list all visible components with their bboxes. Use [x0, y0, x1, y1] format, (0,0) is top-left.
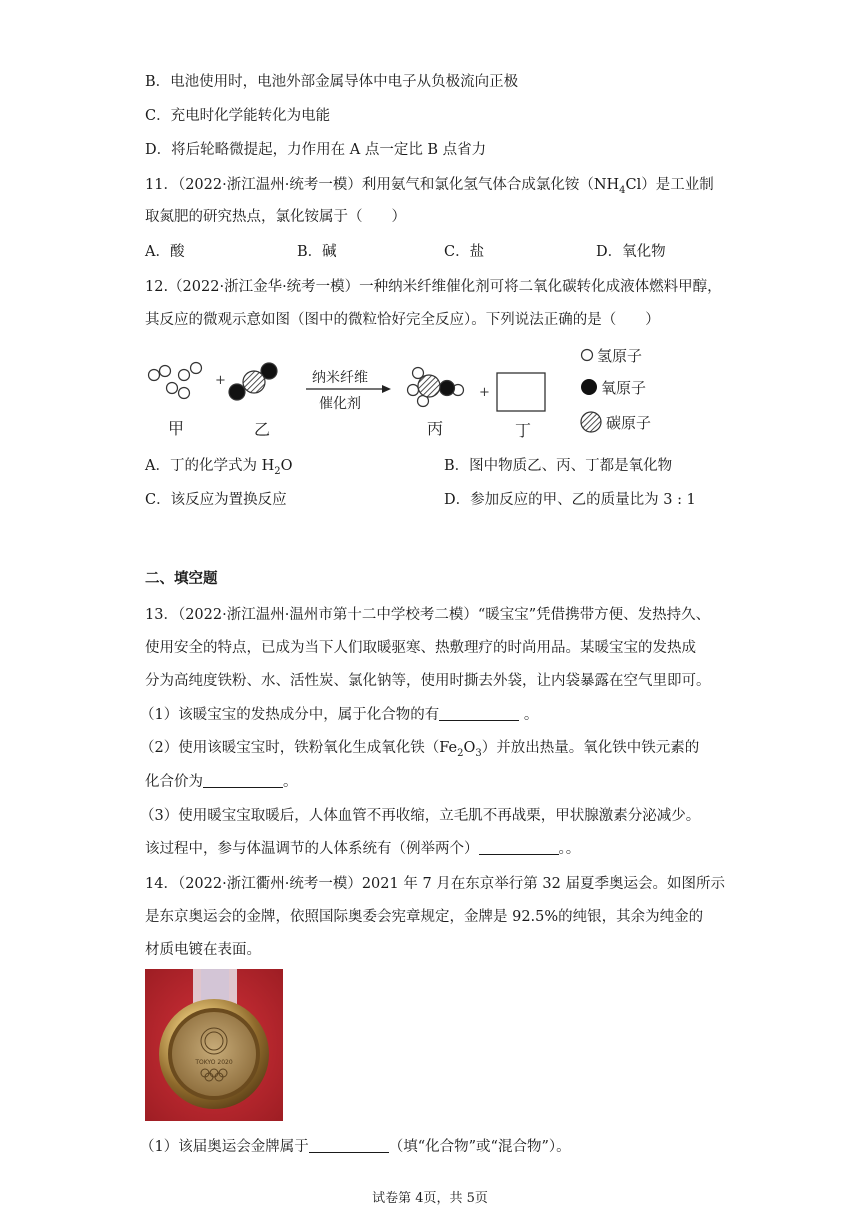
legend — [581, 347, 651, 432]
arrow-label-bottom: 催化剂 — [319, 396, 361, 412]
label-jia: 甲 — [167, 419, 185, 438]
label-ding: 丁 — [514, 421, 532, 440]
q12-stem-line2: 其反应的微观示意如图（图中的微粒恰好完全反应）。下列说法正确的是（ ） — [145, 312, 660, 328]
plus-sign-2: + — [479, 385, 490, 400]
q14-part1: （1）该届奥运会金牌属于 （填“化合物”或“混合物”）。 — [140, 1139, 571, 1155]
answer-blank[interactable] — [439, 706, 519, 721]
q12-option-a: A．丁的化学式为 $H_2O$ — [145, 458, 293, 477]
q11-option-c: C．盐 — [444, 244, 485, 260]
q13-part2-line2: 化合价为 。 — [145, 774, 298, 790]
gold-medal-photo — [145, 969, 283, 1121]
product-bing-molecule — [408, 368, 464, 407]
legend-hydrogen-icon — [582, 350, 593, 361]
q12-option-c: C．该反应为置换反应 — [145, 492, 287, 508]
q11-option-d: D．氧化物 — [596, 244, 666, 260]
legend-oxygen-icon — [581, 379, 597, 395]
q14-stem-line1: 14．（2022·浙江衢州·统考一模）2021 年 7 月在东京举行第 32 届夏季奥运会。如图所示 — [145, 876, 725, 892]
legend-oxygen-label: 氧原子 — [601, 379, 647, 397]
q11-option-a: A．酸 — [145, 244, 185, 260]
q12-option-b: B．图中物质乙、丙、丁都是氧化物 — [444, 458, 673, 474]
legend-carbon-icon — [581, 412, 601, 432]
q14-stem-line2: 是东京奥运会的金牌，依照国际奥委会宪章规定，金牌是 92.5%的纯银，其余为纯金的 — [145, 909, 704, 925]
reaction-diagram — [140, 344, 700, 446]
q13-part2-line1: （2）使用该暖宝宝时，铁粉氧化生成氧化铁$(Fe_2O_3)$并放出热量。氧化铁中铁元素的 — [140, 740, 700, 759]
label-bing: 丙 — [426, 419, 444, 438]
medal-inscription: TOKYO 2020 — [195, 1059, 233, 1066]
answer-blank[interactable] — [203, 773, 283, 788]
q11-stem-line1: 11．（2022·浙江温州·统考一模）利用氨气和氯化氢气体合成氯化铵$(NH_4Cl)$是工业制 — [145, 177, 714, 196]
page-footer: 试卷第 4页，共 5页 — [372, 1191, 488, 1206]
q11-stem-line2: 取氮肥的研究热点，氯化铵属于（ ） — [145, 209, 406, 225]
legend-hydrogen-label: 氢原子 — [597, 347, 643, 365]
q10-option-c: C．充电时化学能转化为电能 — [145, 108, 331, 124]
q14-stem-line3: 材质电镀在表面。 — [145, 942, 261, 958]
q13-part3-line2: 该过程中，参与体温调节的人体系统有（例举两个） 。。 — [145, 841, 581, 857]
q13-stem-line3: 分为高纯度铁粉、水、活性炭、氯化钠等，使用时撕去外袋，让内袋暴露在空气里即可。 — [145, 673, 711, 689]
label-yi: 乙 — [253, 420, 271, 439]
answer-blank[interactable] — [309, 1138, 389, 1153]
q10-option-d: D．将后轮略微提起，力作用在 A 点一定比 B 点省力 — [145, 142, 487, 158]
arrow-label-top: 纳米纤维 — [312, 370, 368, 386]
q11-option-b: B．碱 — [297, 244, 337, 260]
q13-stem-line1: 13．（2022·浙江温州·温州市第十二中学校考二模）“暖宝宝”凭借携带方便、发热持久、 — [145, 607, 711, 623]
reactant-yi-molecule — [229, 363, 277, 400]
q13-part1: （1）该暖宝宝的发热成分中，属于化合物的有 。 — [140, 707, 539, 723]
reactant-jia-molecules — [149, 363, 202, 399]
q12-option-d: D．参加反应的甲、乙的质量比为 3 : 1 — [444, 492, 696, 508]
q13-stem-line2: 使用安全的特点，已成为当下人们取暖驱寒、热敷理疗的时尚用品。某暖宝宝的发热成 — [145, 640, 696, 656]
legend-carbon-label: 碳原子 — [606, 414, 652, 432]
arrow-head — [382, 385, 391, 393]
plus-sign-1: + — [215, 373, 226, 388]
q12-stem-line1: 12.（2022·浙江金华·统考一模）一种纳米纤维催化剂可将二氧化碳转化成液体燃料甲醇， — [145, 279, 722, 295]
section-title-fill-in: 二、填空题 — [145, 570, 218, 587]
q13-part3-line1: （3）使用暖宝宝取暖后，人体血管不再收缩，立毛肌不再战栗，甲状腺激素分泌减少。 — [140, 808, 701, 824]
q10-option-b: B．电池使用时，电池外部金属导体中电子从负极流向正极 — [145, 74, 519, 90]
answer-blank[interactable] — [479, 840, 559, 855]
product-ding-box — [497, 373, 545, 411]
